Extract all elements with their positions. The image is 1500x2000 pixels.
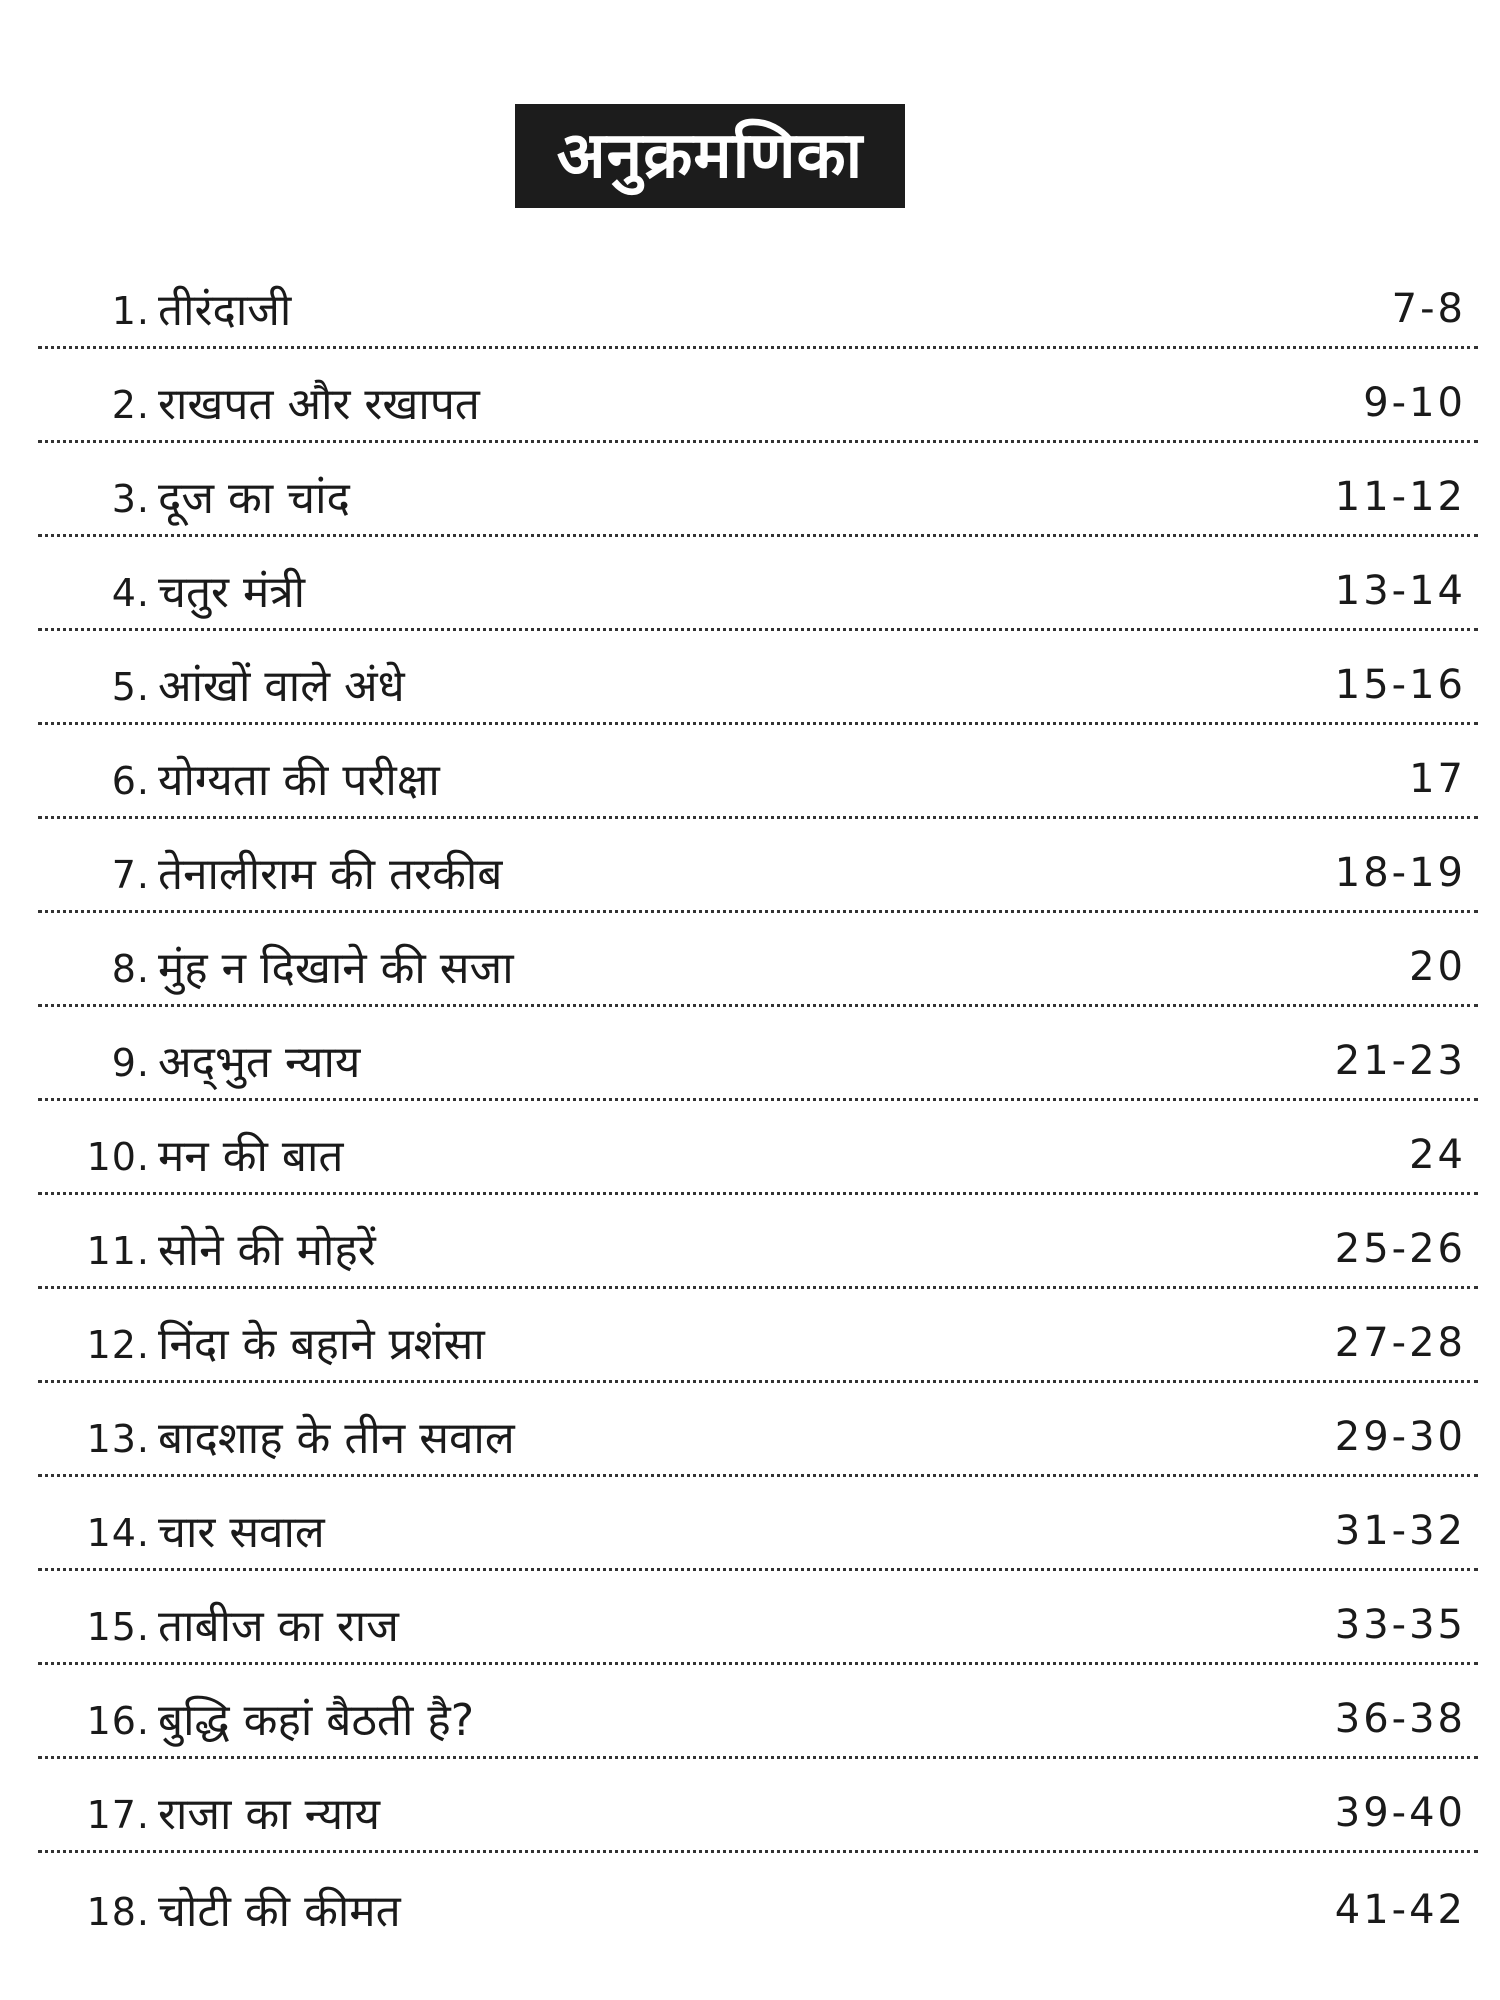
entry-number: 3.: [111, 477, 150, 521]
table-of-contents: [38, 255, 1478, 1947]
entry-number: 8.: [111, 947, 150, 991]
entry-number: 9.: [111, 1041, 150, 1085]
entry-title: तीरंदाजी: [158, 285, 292, 336]
entry-number: 16.: [86, 1699, 150, 1743]
entry-title: बुद्धि कहां बैठती है?: [158, 1695, 475, 1746]
toc-entry-12[interactable]: [38, 1289, 1478, 1383]
entry-number: 18.: [86, 1890, 150, 1934]
entry-title: ताबीज का राज: [158, 1601, 399, 1652]
entry-number: 5.: [111, 665, 150, 709]
toc-entry-2[interactable]: [38, 349, 1478, 443]
entry-title: मुंह न दिखाने की सजा: [158, 943, 514, 994]
entry-pages: 17: [1409, 756, 1466, 802]
title-area: [0, 104, 1500, 208]
toc-entry-18[interactable]: [38, 1853, 1478, 1947]
entry-number: 4.: [111, 571, 150, 615]
toc-entry-8[interactable]: [38, 913, 1478, 1007]
entry-number: 17.: [86, 1793, 150, 1837]
entry-pages: 18-19: [1334, 850, 1466, 896]
page-title: अनुक्रमणिका: [515, 104, 905, 208]
entry-number: 11.: [86, 1229, 150, 1273]
entry-title: चार सवाल: [158, 1507, 325, 1558]
entry-pages: 21-23: [1334, 1038, 1466, 1084]
entry-pages: 20: [1409, 944, 1466, 990]
entry-pages: 27-28: [1334, 1320, 1466, 1366]
entry-number: 7.: [111, 853, 150, 897]
entry-pages: 15-16: [1334, 662, 1466, 708]
entry-pages: 13-14: [1334, 568, 1466, 614]
entry-pages: 24: [1409, 1132, 1466, 1178]
entry-number: 6.: [111, 759, 150, 803]
toc-entry-11[interactable]: [38, 1195, 1478, 1289]
entry-number: 15.: [86, 1605, 150, 1649]
entry-pages: 36-38: [1334, 1696, 1466, 1742]
toc-entry-9[interactable]: [38, 1007, 1478, 1101]
entry-title: चोटी की कीमत: [158, 1886, 401, 1937]
toc-entry-1[interactable]: [38, 255, 1478, 349]
entry-pages: 31-32: [1334, 1508, 1466, 1554]
entry-pages: 9-10: [1363, 380, 1466, 426]
entry-pages: 33-35: [1334, 1602, 1466, 1648]
entry-title: अद्‌भुत न्याय: [158, 1037, 361, 1088]
toc-entry-5[interactable]: [38, 631, 1478, 725]
entry-title: निंदा के बहाने प्रशंसा: [158, 1319, 485, 1370]
toc-entry-17[interactable]: [38, 1759, 1478, 1853]
entry-title: मन की बात: [158, 1131, 344, 1182]
entry-title: आंखों वाले अंधे: [158, 661, 405, 712]
entry-pages: 25-26: [1334, 1226, 1466, 1272]
entry-title: चतुर मंत्री: [158, 567, 305, 618]
entry-pages: 7-8: [1391, 286, 1466, 332]
toc-entry-7[interactable]: [38, 819, 1478, 913]
toc-entry-6[interactable]: [38, 725, 1478, 819]
entry-title: सोने की मोहरें: [158, 1225, 376, 1276]
toc-entry-16[interactable]: [38, 1665, 1478, 1759]
entry-number: 1.: [111, 289, 150, 333]
entry-pages: 11-12: [1334, 474, 1466, 520]
toc-entry-13[interactable]: [38, 1383, 1478, 1477]
entry-title: बादशाह के तीन सवाल: [158, 1413, 515, 1464]
entry-number: 13.: [86, 1417, 150, 1461]
entry-number: 2.: [111, 383, 150, 427]
entry-pages: 39-40: [1334, 1790, 1466, 1836]
toc-entry-15[interactable]: [38, 1571, 1478, 1665]
entry-number: 14.: [86, 1511, 150, 1555]
entry-title: राजा का न्याय: [158, 1789, 381, 1840]
entry-title: योग्यता की परीक्षा: [158, 755, 440, 806]
toc-entry-3[interactable]: [38, 443, 1478, 537]
toc-entry-14[interactable]: [38, 1477, 1478, 1571]
entry-number: 10.: [86, 1135, 150, 1179]
entry-number: 12.: [86, 1323, 150, 1367]
entry-title: राखपत और रखापत: [158, 379, 480, 430]
toc-entry-10[interactable]: [38, 1101, 1478, 1195]
entry-pages: 29-30: [1334, 1414, 1466, 1460]
entry-pages: 41-42: [1334, 1887, 1466, 1933]
entry-title: दूज का चांद: [158, 473, 350, 524]
entry-title: तेनालीराम की तरकीब: [158, 849, 503, 900]
toc-entry-4[interactable]: [38, 537, 1478, 631]
